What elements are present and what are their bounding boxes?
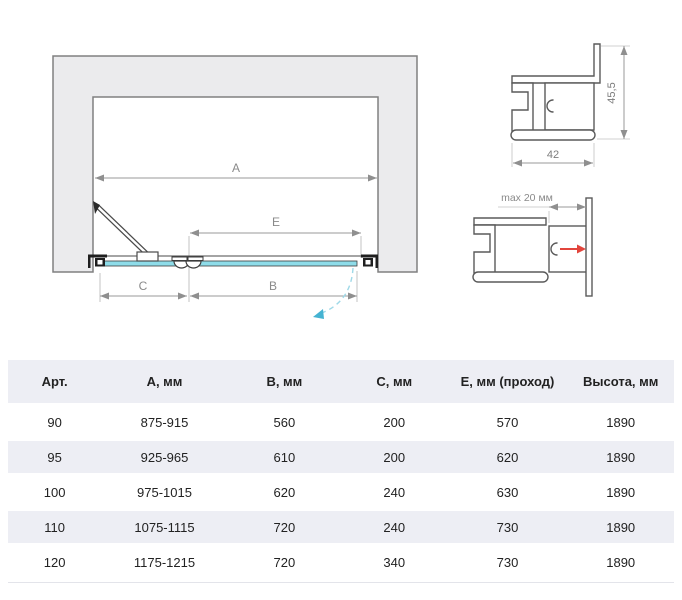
profile-width-label: 42 xyxy=(546,149,560,161)
table-cell: 90 xyxy=(47,414,62,430)
table-cell: 240 xyxy=(383,519,406,535)
table-cell: 730 xyxy=(496,554,519,570)
table-cell: 875-915 xyxy=(140,414,189,430)
header-row xyxy=(8,360,674,403)
column-header: А, мм xyxy=(101,360,228,403)
table-cell: 620 xyxy=(496,449,519,465)
table-cell: 925-965 xyxy=(140,449,189,465)
table-cell: 200 xyxy=(383,449,406,465)
dimension-height-45-5 xyxy=(597,46,630,139)
table-cell: 570 xyxy=(496,414,519,430)
table-bottom-divider xyxy=(8,582,674,583)
swing-arc xyxy=(313,268,353,319)
table-cell: 630 xyxy=(496,484,519,500)
table-cell: 100 xyxy=(43,484,66,500)
dim-a-label: A xyxy=(231,161,241,175)
column-header: Арт. xyxy=(8,360,101,403)
column-header: В, мм xyxy=(228,360,341,403)
column-header: Высота, мм xyxy=(567,360,674,403)
table-cell: 1890 xyxy=(606,484,636,500)
table-row xyxy=(8,511,674,543)
spec-table xyxy=(8,357,674,581)
table-cell: 1890 xyxy=(606,519,636,535)
table-cell: 95 xyxy=(47,449,62,465)
spec-table-head xyxy=(8,360,674,403)
table-cell: 730 xyxy=(496,519,519,535)
support-bar-foot xyxy=(137,252,158,261)
column-header: Е, мм (проход) xyxy=(448,360,568,403)
table-cell: 1075-1115 xyxy=(134,519,195,535)
table-row xyxy=(8,476,674,508)
table-cell: 560 xyxy=(273,414,296,430)
table-cell: 720 xyxy=(273,554,296,570)
table-row xyxy=(8,546,674,578)
dim-c-label: C xyxy=(138,279,148,293)
profile-sliding-part xyxy=(549,198,592,296)
wall-bracket-right xyxy=(361,255,378,269)
spec-table-body xyxy=(8,406,674,578)
table-cell: 610 xyxy=(273,449,296,465)
glass-panel xyxy=(104,261,357,266)
max20-label: max 20 мм xyxy=(501,192,553,204)
profile-height-label: 45,5 xyxy=(606,82,618,104)
table-cell: 120 xyxy=(43,554,66,570)
table-cell: 110 xyxy=(44,519,65,535)
column-header: С, мм xyxy=(341,360,448,403)
swing-arrowhead xyxy=(313,309,324,319)
spec-table-section xyxy=(8,357,674,583)
profile-top xyxy=(511,44,600,140)
table-cell: 340 xyxy=(383,554,406,570)
dimension-c xyxy=(100,279,187,296)
table-cell: 1175-1215 xyxy=(133,554,196,570)
dimension-b xyxy=(190,279,357,296)
dimension-width-42 xyxy=(512,143,594,167)
dim-e-label: E xyxy=(271,215,281,229)
table-row xyxy=(8,441,674,473)
table-cell: 975-1015 xyxy=(137,484,192,500)
table-cell: 720 xyxy=(273,519,296,535)
table-cell: 240 xyxy=(383,484,406,500)
dimension-a xyxy=(95,161,377,178)
dimension-e xyxy=(190,215,361,233)
table-cell: 1890 xyxy=(606,414,636,430)
support-bar xyxy=(93,201,158,261)
dim-b-label: B xyxy=(268,279,278,293)
table-cell: 200 xyxy=(383,414,406,430)
table-cell: 1890 xyxy=(606,449,636,465)
table-row xyxy=(8,406,674,438)
profile-bottom xyxy=(473,198,592,296)
table-cell: 1890 xyxy=(606,554,636,570)
table-cell: 620 xyxy=(273,484,296,500)
